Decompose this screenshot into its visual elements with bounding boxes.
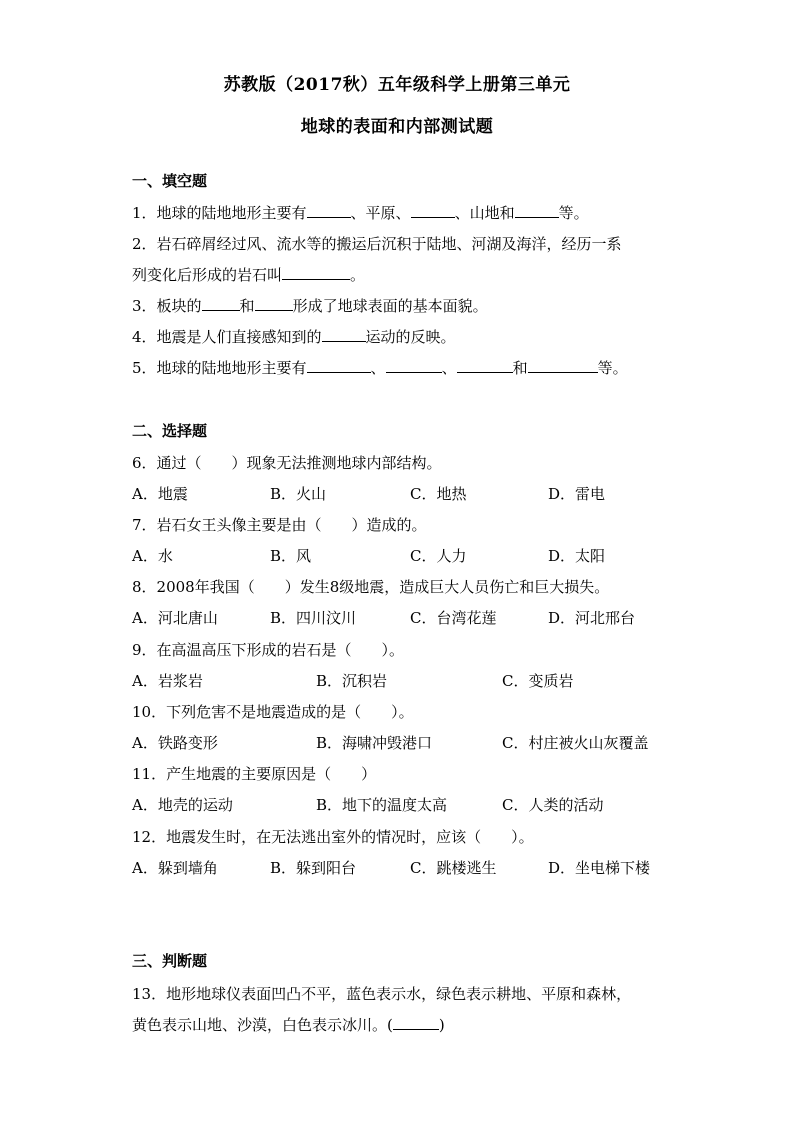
- q4-text-a: 4．地震是人们直接感知到的: [132, 328, 322, 346]
- option-a[interactable]: A．躲到墙角: [132, 859, 218, 877]
- q5-text-c: 、: [441, 359, 457, 377]
- option-d[interactable]: D．河北邢台: [548, 609, 636, 627]
- option-c[interactable]: C．跳楼逃生: [410, 859, 497, 877]
- section-fill-heading: 一、填空题: [132, 172, 208, 190]
- answer-blank[interactable]: [515, 202, 559, 218]
- option-d[interactable]: D．坐电梯下楼: [548, 859, 651, 877]
- option-a[interactable]: A．河北唐山: [132, 609, 218, 627]
- question-9: 9．在高温高压下形成的岩石是（ ）。: [132, 641, 405, 659]
- q3-text-c: 形成了地球表面的基本面貌。: [292, 297, 488, 315]
- answer-blank[interactable]: [386, 357, 442, 373]
- option-c[interactable]: C．地热: [410, 485, 467, 503]
- question-4: [132, 326, 456, 347]
- question-7: 7．岩石女王头像主要是由（ ）造成的。: [132, 516, 427, 534]
- question-2-line2: [132, 264, 365, 285]
- answer-blank[interactable]: [202, 295, 240, 311]
- option-c[interactable]: C．人力: [410, 547, 467, 565]
- question-2-line1: 2．岩石碎屑经过风、流水等的搬运后沉积于陆地、河湖及海洋，经历一系: [132, 235, 622, 253]
- option-a[interactable]: A．铁路变形: [132, 734, 218, 752]
- answer-blank[interactable]: [528, 357, 598, 373]
- question-11: 11．产生地震的主要原因是（ ）: [132, 765, 377, 783]
- q3-text-a: 3．板块的: [132, 297, 202, 315]
- exam-subtitle: 地球的表面和内部测试题: [300, 117, 494, 137]
- answer-blank[interactable]: [457, 357, 513, 373]
- section-judge-heading: 三、判断题: [132, 952, 208, 970]
- q2-text-b: 。: [350, 266, 366, 284]
- option-b[interactable]: B．四川汶川: [270, 609, 357, 627]
- option-d[interactable]: D．雷电: [548, 485, 606, 503]
- exam-title: 苏教版（2017秋）五年级科学上册第三单元: [223, 75, 571, 95]
- q5-text-b: 、: [370, 359, 386, 377]
- question-13-line1: 13．地形地球仪表面凹凸不平，蓝色表示水，绿色表示耕地、平原和森林，: [132, 985, 632, 1003]
- q1-text-c: 、山地和: [454, 204, 515, 222]
- option-b[interactable]: B．海啸冲毁港口: [316, 734, 433, 752]
- question-3: [132, 295, 488, 316]
- option-b[interactable]: B．躲到阳台: [270, 859, 357, 877]
- question-8: 8．2008年我国（ ）发生8级地震，造成巨大人员伤亡和巨大损失。: [132, 578, 610, 596]
- option-c[interactable]: C．村庄被火山灰覆盖: [502, 734, 649, 752]
- question-6: 6．通过（ ）现象无法推测地球内部结构。: [132, 454, 442, 472]
- q1-text-b: 、平原、: [350, 204, 411, 222]
- q3-text-b: 和: [239, 297, 255, 315]
- q1-text-a: 1．地球的陆地地形主要有: [132, 204, 307, 222]
- option-a[interactable]: A．地壳的运动: [132, 796, 233, 814]
- answer-blank[interactable]: [322, 326, 366, 342]
- answer-blank[interactable]: [307, 357, 371, 373]
- option-b[interactable]: B．地下的温度太高: [316, 796, 448, 814]
- option-a[interactable]: A．岩浆岩: [132, 672, 203, 690]
- question-13-line2: [132, 1014, 445, 1035]
- answer-blank[interactable]: [411, 202, 455, 218]
- answer-blank[interactable]: [282, 264, 350, 280]
- question-10: 10．下列危害不是地震造成的是（ ）。: [132, 703, 414, 721]
- q2-text-a: 列变化后形成的岩石叫: [132, 266, 283, 284]
- option-d[interactable]: D．太阳: [548, 547, 606, 565]
- question-1: [132, 202, 589, 223]
- question-5: [132, 357, 628, 378]
- option-a[interactable]: A．水: [132, 547, 173, 565]
- option-b[interactable]: B．沉积岩: [316, 672, 388, 690]
- q13-text-b: ): [438, 1016, 445, 1034]
- q4-text-b: 运动的反映。: [365, 328, 456, 346]
- question-12: 12．地震发生时，在无法逃出室外的情况时，应该（ ）。: [132, 828, 534, 846]
- q5-text-e: 等。: [597, 359, 628, 377]
- answer-blank[interactable]: [255, 295, 293, 311]
- section-choice-heading: 二、选择题: [132, 422, 208, 440]
- q5-text-d: 和: [512, 359, 528, 377]
- q13-text-a: 黄色表示山地、沙漠，白色表示冰川。(: [132, 1016, 393, 1034]
- option-c[interactable]: C．变质岩: [502, 672, 574, 690]
- option-b[interactable]: B．火山: [270, 485, 327, 503]
- option-a[interactable]: A．地震: [132, 485, 188, 503]
- option-c[interactable]: C．台湾花莲: [410, 609, 497, 627]
- option-b[interactable]: B．风: [270, 547, 312, 565]
- option-c[interactable]: C．人类的活动: [502, 796, 604, 814]
- answer-blank[interactable]: [307, 202, 351, 218]
- q1-text-d: 等。: [558, 204, 589, 222]
- answer-blank[interactable]: [393, 1014, 439, 1030]
- q5-text-a: 5．地球的陆地地形主要有: [132, 359, 307, 377]
